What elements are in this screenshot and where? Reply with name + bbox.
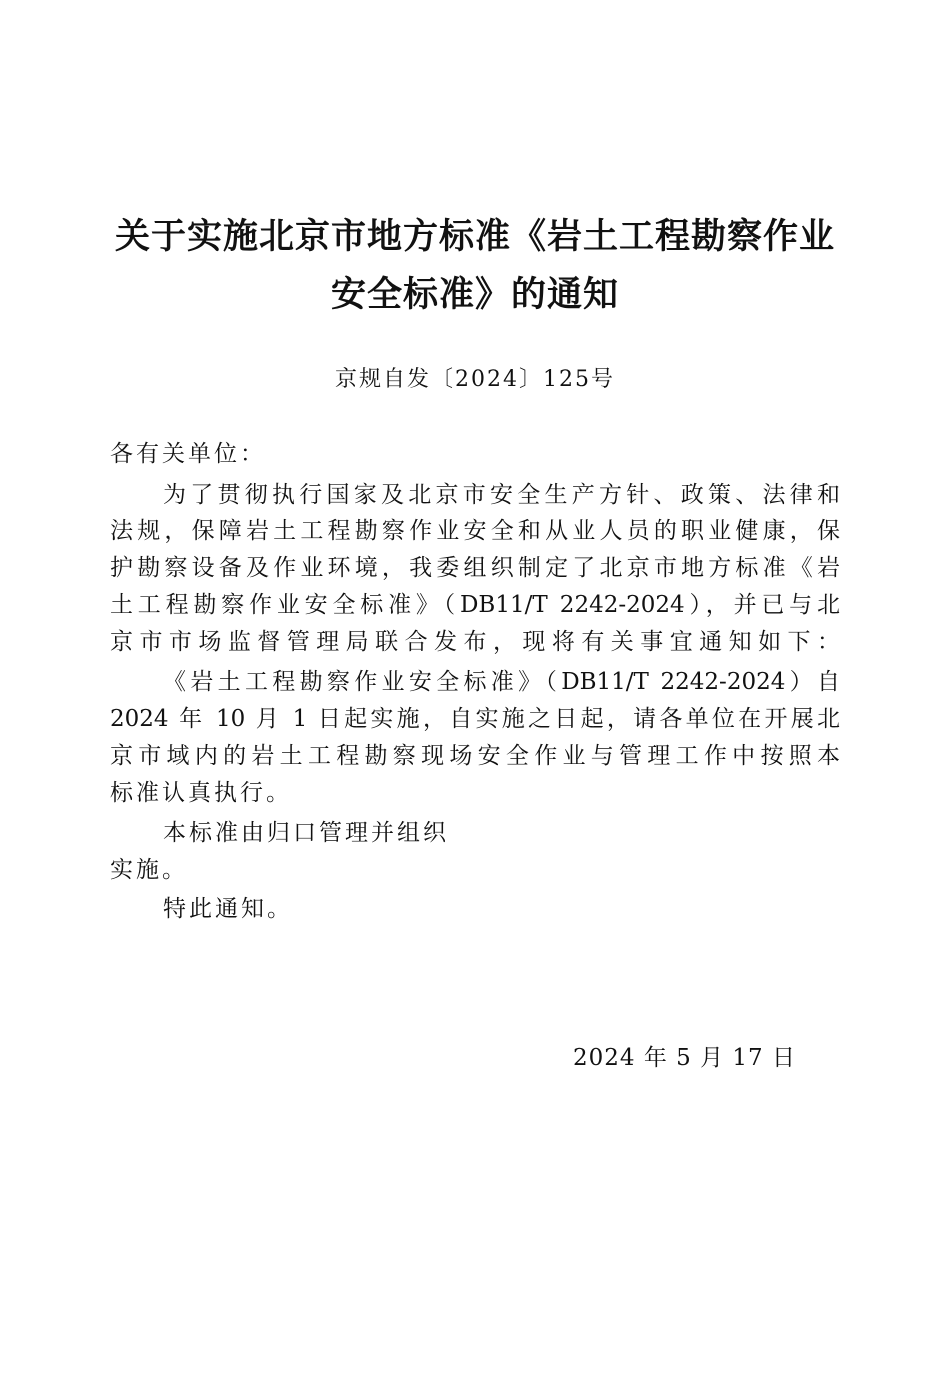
- paragraph-3-line-1: 本标准由归口管理并组织: [163, 820, 449, 846]
- document-number: 京规自发〔2024〕125号: [335, 367, 615, 392]
- paragraph-2-line-3: 京市域内的岩土工程勘察现场安全作业与管理工作中按照本: [110, 743, 840, 769]
- paragraph-2-line-1: 《岩土工程勘察作业安全标准》（DB11/T 2242-2024）自: [163, 669, 840, 695]
- closing-remark: 特此通知。: [163, 896, 293, 922]
- notice-title-line-1: 关于实施北京市地方标准《岩土工程勘察作业: [114, 217, 835, 257]
- paragraph-2-line-4: 标准认真执行。: [110, 780, 292, 806]
- paragraph-1-line-2: 法规，保障岩土工程勘察作业安全和从业人员的职业健康，保: [110, 518, 840, 544]
- paragraph-3-line-2: 实施。: [110, 857, 188, 883]
- paragraph-1-line-1: 为了贯彻执行国家及北京市安全生产方针、政策、法律和: [163, 482, 840, 508]
- issue-date: 2024 年 5 月 17 日: [573, 1045, 796, 1071]
- paragraph-2-line-2: 2024 年 10 月 1 日起实施，自实施之日起，请各单位在开展北: [110, 706, 840, 732]
- paragraph-1-line-4: 土工程勘察作业安全标准》（DB11/T 2242-2024），并已与北: [110, 592, 840, 618]
- paragraph-1-line-5: 京市市场监督管理局联合发布，现将有关事宜通知如下：: [110, 629, 840, 655]
- notice-title-line-2: 安全标准》的通知: [330, 275, 619, 315]
- paragraph-1-line-3: 护勘察设备及作业环境，我委组织制定了北京市地方标准《岩: [110, 555, 840, 581]
- salutation: 各有关单位：: [110, 441, 266, 467]
